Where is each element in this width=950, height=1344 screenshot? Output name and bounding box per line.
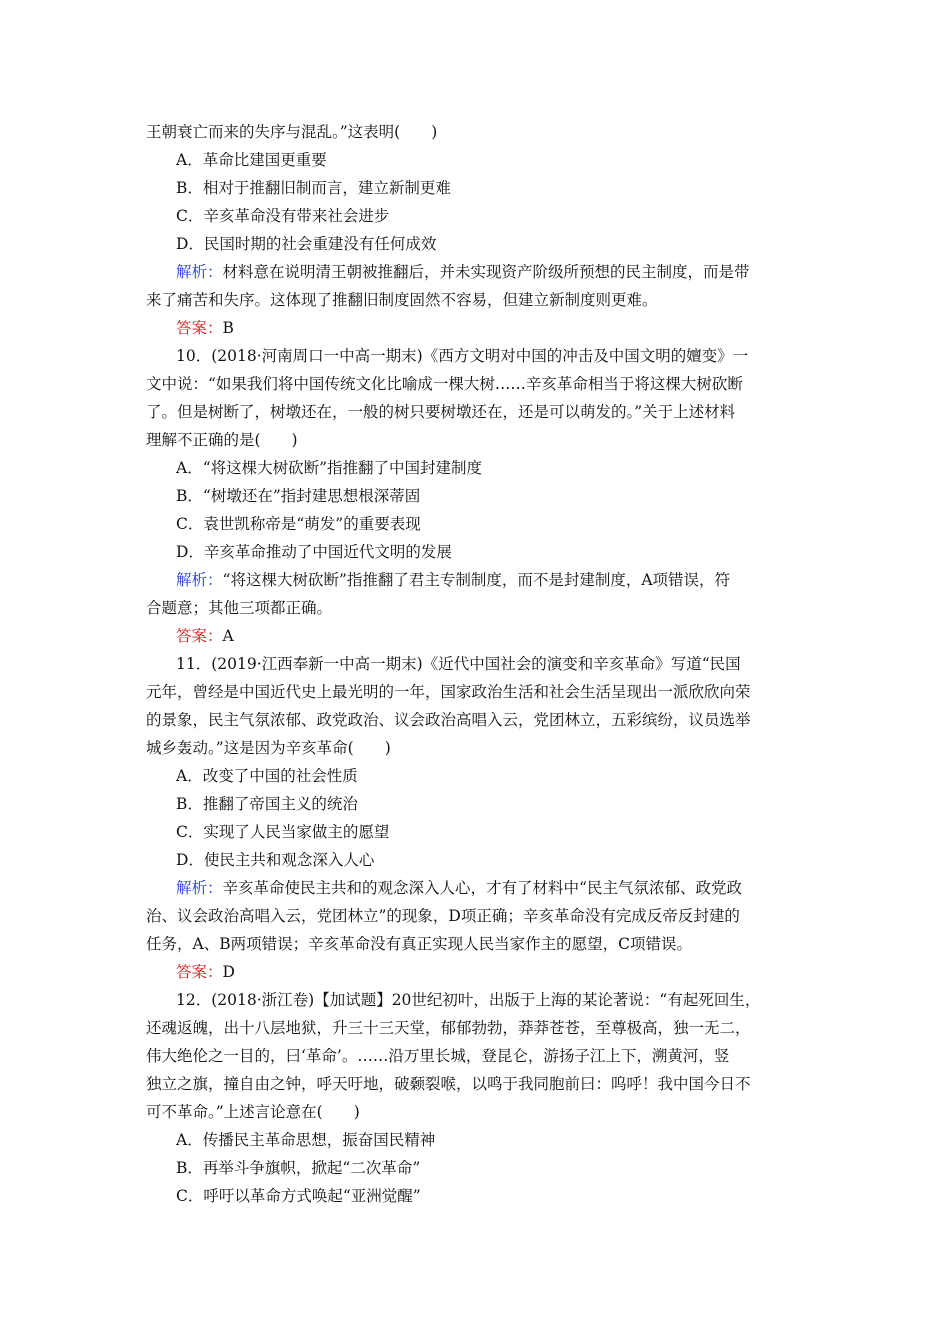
q11-analysis-label: 解析：	[176, 879, 223, 897]
q9-analysis-line-1	[176, 258, 804, 286]
q10-option-b: B．“树墩还在”指封建思想根深蒂固	[176, 487, 421, 505]
q11-option-c: C．实现了人民当家做主的愿望	[176, 823, 390, 841]
q12-stem-line-2: 还魂返魄，出十八层地狱，升三十三天堂，郁郁勃勃，莽莽苍苍，至尊极高，独一无二，	[146, 1019, 751, 1037]
q11-analysis-text-1: 辛亥革命使民主共和的观念深入人心，才有了材料中“民主气氛浓郁、政党政	[222, 879, 742, 897]
q10-analysis-line-2: 合题意；其他三项都正确。	[146, 599, 333, 617]
q10-option-a: A．“将这棵大树砍断”指推翻了中国封建制度	[176, 459, 483, 477]
q11-answer-value: D	[222, 963, 235, 981]
q12-stem-line-4: 独立之旗，撞自由之钟，呼天吁地，破颡裂喉，以鸣于我同胞前曰：呜呼！我中国今日不	[146, 1075, 751, 1093]
q11-analysis-line-2: 治、议会政治高唱入云，党团林立”的现象，D项正确；辛亥革命没有完成反帝反封建的	[146, 907, 740, 925]
q10-analysis-text-1: “将这棵大树砍断”指推翻了君主专制制度，而不是封建制度，A项错误，符	[222, 571, 731, 589]
q9-option-c: C．辛亥革命没有带来社会进步	[176, 207, 390, 225]
q11-analysis-line-3: 任务，A、B两项错误；辛亥革命没有真正实现人民当家作主的愿望，C项错误。	[146, 935, 692, 953]
q12-stem-line-5: 可不革命。”上述言论意在( )	[146, 1103, 360, 1121]
q9-answer-label: 答案：	[176, 319, 223, 337]
q10-stem-line-1: 10．(2018·河南周口一中高一期末)《西方文明对中国的冲击及中国文明的嬗变》一	[176, 347, 749, 365]
q9-stem-tail: 王朝衰亡而来的失序与混乱。”这表明( )	[146, 123, 438, 141]
q10-answer-value: A	[222, 627, 234, 645]
q10-analysis-line-1	[176, 566, 804, 594]
q9-analysis-text-1: 材料意在说明清王朝被推翻后，并未实现资产阶级所预想的民主制度，而是带	[222, 263, 750, 281]
q11-stem-line-3: 的景象，民主气氛浓郁、政党政治、议会政治高唱入云，党团林立，五彩缤纷，议员选举	[146, 711, 751, 729]
q12-option-a: A．传播民主革命思想，振奋国民精神	[176, 1131, 436, 1149]
q9-option-d: D．民国时期的社会重建没有任何成效	[176, 235, 437, 253]
q10-answer-label: 答案：	[176, 627, 223, 645]
q11-stem-line-4: 城乡轰动。”这是因为辛亥革命( )	[146, 739, 391, 757]
q11-answer	[176, 958, 950, 986]
q12-stem-line-1: 12．(2018·浙江卷)【加试题】20世纪初叶，出版于上海的某论著说：“有起死回生，	[176, 991, 761, 1009]
q11-stem-line-2: 元年，曾经是中国近代史上最光明的一年，国家政治生活和社会生活呈现出一派欣欣向荣	[146, 683, 751, 701]
q12-option-b: B．再举斗争旗帜，掀起“二次革命”	[176, 1159, 421, 1177]
q11-option-a: A．改变了中国的社会性质	[176, 767, 358, 785]
q10-stem-line-4: 理解不正确的是( )	[146, 431, 298, 449]
q11-option-b: B．推翻了帝国主义的统治	[176, 795, 358, 813]
q10-option-c: C．袁世凯称帝是“萌发”的重要表现	[176, 515, 421, 533]
q12-stem-line-3: 伟大绝伦之一目的，曰‘革命’。……沿万里长城，登昆仑，游扬子江上下，溯黄河，竖	[146, 1047, 730, 1065]
q11-stem-line-1: 11．(2019·江西奉新一中高一期末)《近代中国社会的演变和辛亥革命》写道“民国	[176, 655, 741, 673]
q9-analysis-line-2: 来了痛苦和失序。这体现了推翻旧制度固然不容易，但建立新制度则更难。	[146, 291, 658, 309]
q9-option-b: B．相对于推翻旧制而言，建立新制更难	[176, 179, 451, 197]
q11-analysis-line-1	[176, 874, 804, 902]
q9-answer-value: B	[222, 319, 234, 337]
q11-option-d: D．使民主共和观念深入人心	[176, 851, 375, 869]
q9-answer	[176, 314, 950, 342]
q9-option-a: A．革命比建国更重要	[176, 151, 327, 169]
q9-analysis-label: 解析：	[176, 263, 223, 281]
q12-option-c: C．呼吁以革命方式唤起“亚洲觉醒”	[176, 1187, 421, 1205]
q10-stem-line-2: 文中说：“如果我们将中国传统文化比喻成一棵大树……辛亥革命相当于将这棵大树砍断	[146, 375, 743, 393]
q10-stem-line-3: 了。但是树断了，树墩还在，一般的树只要树墩还在，还是可以萌发的。”关于上述材料	[146, 403, 736, 421]
q10-option-d: D．辛亥革命推动了中国近代文明的发展	[176, 543, 452, 561]
q11-answer-label: 答案：	[176, 963, 223, 981]
q10-answer	[176, 622, 950, 650]
q10-analysis-label: 解析：	[176, 571, 223, 589]
